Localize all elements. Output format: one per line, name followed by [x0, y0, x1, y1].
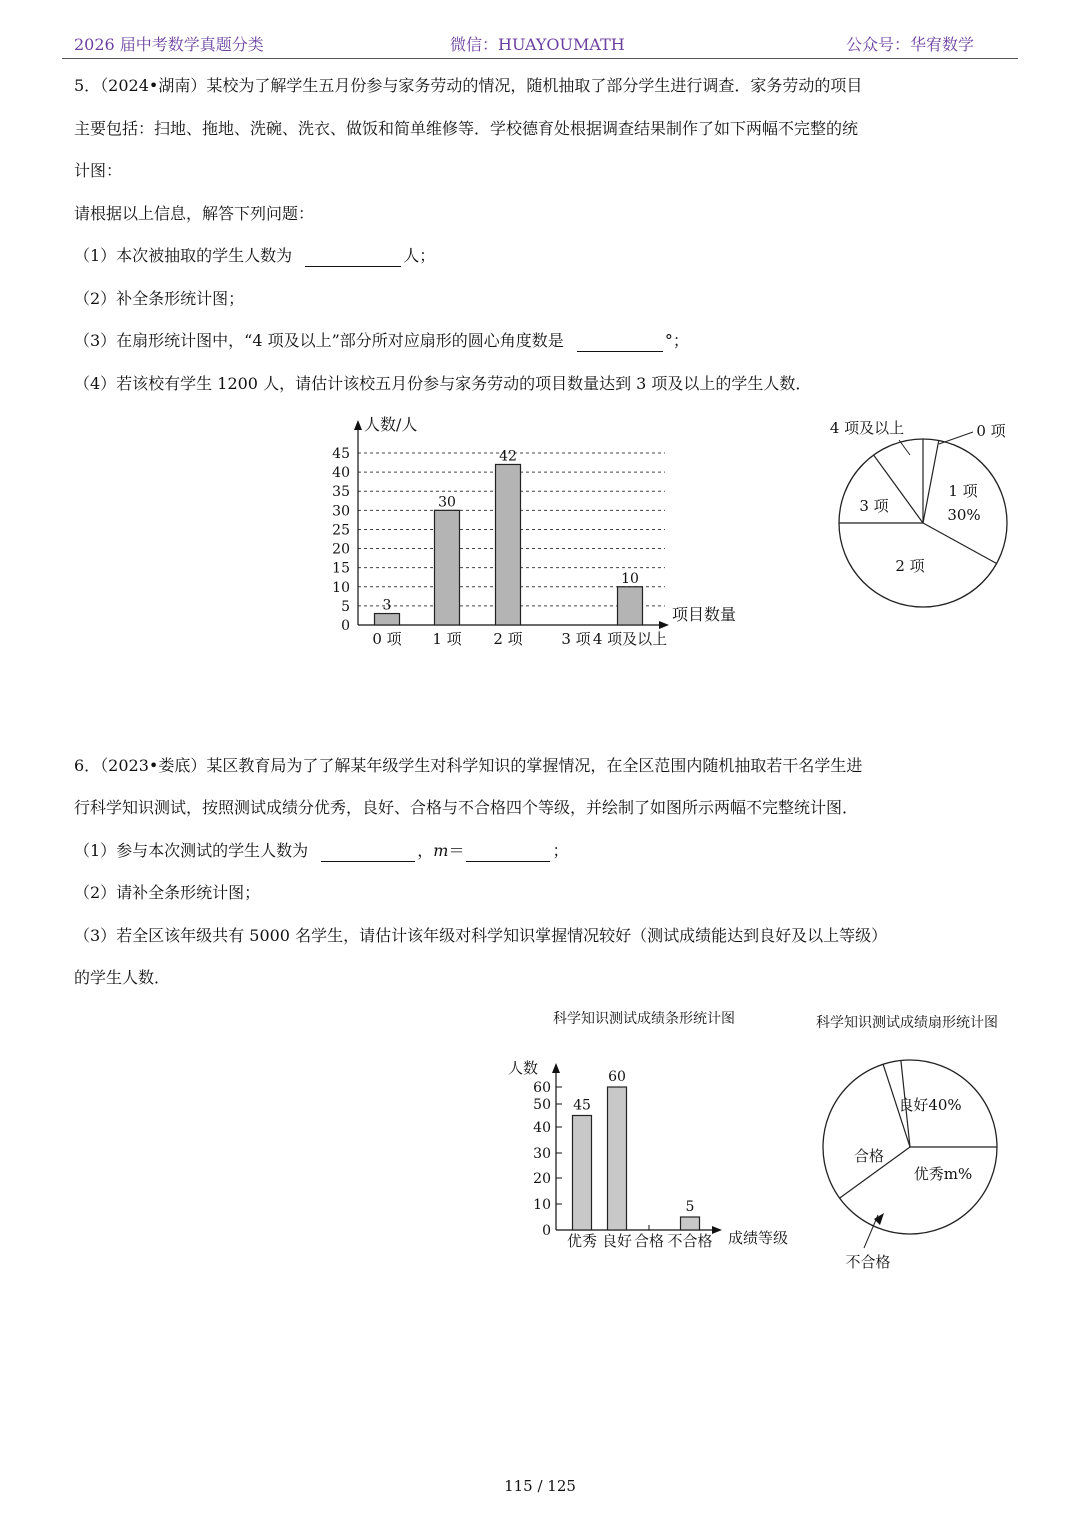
y-tick-label: 0: [542, 1223, 551, 1239]
q6-part1-eq: ＝: [448, 841, 465, 860]
y-tick-label: 20: [332, 541, 350, 558]
pie-slice-label: 不合格: [845, 1253, 891, 1271]
x-category-label: 良好: [601, 1232, 633, 1250]
q5-part3: [74, 330, 1014, 352]
y-tick-label: 10: [533, 1197, 551, 1213]
bar-data-label: 3: [382, 597, 392, 614]
q5-part1-unit: 人；: [403, 246, 436, 265]
q5-line4: 请根据以上信息，解答下列问题：: [74, 204, 315, 223]
bar: [681, 1217, 700, 1230]
y-tick-label: 45: [332, 446, 350, 462]
y-tick-label: 60: [533, 1080, 551, 1096]
y-tick-label: 15: [332, 560, 350, 577]
x-category-label: 4 项及以上: [592, 630, 668, 648]
pie-slice-boundary: [923, 440, 939, 523]
q6-part1-m: m: [433, 841, 449, 860]
q5-part1-blank[interactable]: [305, 248, 401, 267]
x-category-label: 0 项: [372, 630, 402, 648]
q5-line2: 主要包括：扫地、拖地、洗碗、洗衣、做饭和简单维修等．学校德育处根据调查结果制作了如下两幅不完整的统: [74, 119, 859, 138]
q6-part2: （2）请补全条形统计图；: [74, 883, 261, 902]
pie-slice-label: 合格: [853, 1147, 885, 1165]
q5-bar-chart: [325, 410, 755, 660]
pie-slice-label: 0 项: [976, 422, 1006, 440]
bar-data-label: 30: [438, 494, 456, 511]
q6-part3-cont: 的学生人数．: [74, 968, 171, 987]
q5-part2: （2）补全条形统计图；: [74, 289, 245, 308]
x-category-label: 不合格: [667, 1232, 713, 1250]
x-axis-label: 成绩等级: [728, 1229, 789, 1247]
bar: [435, 510, 460, 625]
pie-leader-arrowhead: [874, 1213, 884, 1225]
x-category-label: 2 项: [493, 630, 523, 648]
x-axis-arrow: [659, 621, 669, 629]
x-category-label: 合格: [633, 1232, 665, 1250]
pie-slice-label: 1 项: [948, 482, 978, 500]
q6-pie-chart: [800, 1005, 1020, 1280]
y-axis-arrow: [354, 420, 362, 430]
page-number: 115 / 125: [504, 1477, 576, 1495]
y-axis-label: 人数/人: [364, 415, 418, 434]
x-axis-label: 项目数量: [672, 605, 737, 624]
pie-slice-label: 2 项: [895, 557, 925, 575]
y-tick-label: 50: [533, 1097, 551, 1113]
y-tick-label: 35: [332, 484, 350, 501]
x-axis-arrow: [712, 1226, 722, 1234]
q6-part1-text: （1）参与本次测试的学生人数为: [74, 841, 309, 860]
q6-pie-chart-title: 科学知识测试成绩扇形统计图: [816, 1015, 998, 1031]
pie-slice-label: 良好40%: [898, 1096, 962, 1114]
q6-part3: （3）若全区该年级共有 5000 名学生，请估计该年级对科学知识掌握情况较好（测试成绩能达到良好及以上等级）: [74, 926, 888, 945]
bar-data-label: 60: [608, 1069, 626, 1085]
pie-leader-line: [899, 440, 910, 455]
q5-line3: 计图：: [74, 161, 123, 180]
y-tick-label: 30: [533, 1146, 551, 1162]
q6-bar-chart-title: 科学知识测试成绩条形统计图: [553, 1011, 735, 1027]
header-center: 微信：HUAYOUMATH: [450, 35, 625, 54]
bar: [496, 464, 521, 625]
header-right: 公众号：华宥数学: [846, 35, 975, 54]
q6-part1: [74, 840, 1014, 862]
bar: [375, 614, 400, 625]
x-category-label: 优秀: [566, 1232, 598, 1250]
y-tick-label: 10: [332, 579, 350, 596]
q5-part1: [74, 245, 1014, 267]
q6-part1-end: ；: [552, 841, 569, 860]
y-tick-label: 40: [533, 1120, 551, 1136]
y-axis-label: 人数: [508, 1059, 539, 1077]
q6-line2: 行科学知识测试，按照测试成绩分优秀，良好、合格与不合格四个等级，并绘制了如图所示两幅不完整统计图．: [74, 798, 859, 817]
q5-part4: （4）若该校有学生 1200 人，请估计该校五月份参与家务劳动的项目数量达到 3 项及以上的学生人数．: [74, 374, 812, 393]
y-tick-label: 40: [332, 465, 350, 482]
x-category-label: 1 项: [432, 630, 462, 648]
q5-line1: 5．（2024•湖南）某校为了解学生五月份参与家务劳动的情况，随机抽取了部分学生进行调查．家务劳动的项目: [74, 76, 863, 95]
y-tick-label: 5: [341, 598, 350, 615]
y-tick-label: 0: [341, 618, 350, 634]
pie-slice-label: 优秀m%: [913, 1165, 973, 1183]
q5-pie-chart: [815, 410, 1030, 625]
y-tick-label: 30: [332, 503, 350, 520]
q6-part1-blank1[interactable]: [321, 843, 415, 862]
bar-data-label: 10: [621, 570, 639, 587]
q6-part1-comma: ，: [417, 841, 434, 860]
q5-part3-text: （3）在扇形统计图中，“4 项及以上”部分所对应扇形的圆心角度数是: [74, 331, 564, 350]
pie-slice-label: 4 项及以上: [829, 419, 905, 437]
header-left: 2026 届中考数学真题分类: [74, 35, 264, 54]
x-category-label: 3 项: [561, 630, 591, 648]
q6-part1-blank2[interactable]: [466, 843, 550, 862]
bar: [618, 587, 643, 625]
y-tick-label: 25: [332, 522, 350, 539]
bar: [573, 1116, 592, 1231]
q5-part1-text: （1）本次被抽取的学生人数为: [74, 246, 293, 265]
bar-data-label: 5: [685, 1199, 695, 1215]
pie-slice-percent: 30%: [947, 506, 981, 524]
q5-part3-blank[interactable]: [577, 333, 663, 352]
bar-data-label: 45: [573, 1097, 591, 1114]
pie-leader-line: [939, 432, 973, 444]
y-tick-label: 20: [533, 1171, 551, 1187]
bar-data-label: 42: [499, 448, 517, 465]
y-axis-arrow: [552, 1063, 560, 1073]
pie-slice-label: 3 项: [859, 497, 889, 515]
bar: [608, 1087, 627, 1230]
q6-line1: 6．（2023•娄底）某区教育局为了了解某年级学生对科学知识的掌握情况，在全区范围内随机抽取若干名学生进: [74, 756, 863, 775]
q5-part3-unit: °；: [664, 331, 689, 350]
header-divider: [62, 58, 1018, 59]
pie-slice-boundary: [923, 523, 997, 563]
q6-bar-chart: [500, 1005, 805, 1255]
